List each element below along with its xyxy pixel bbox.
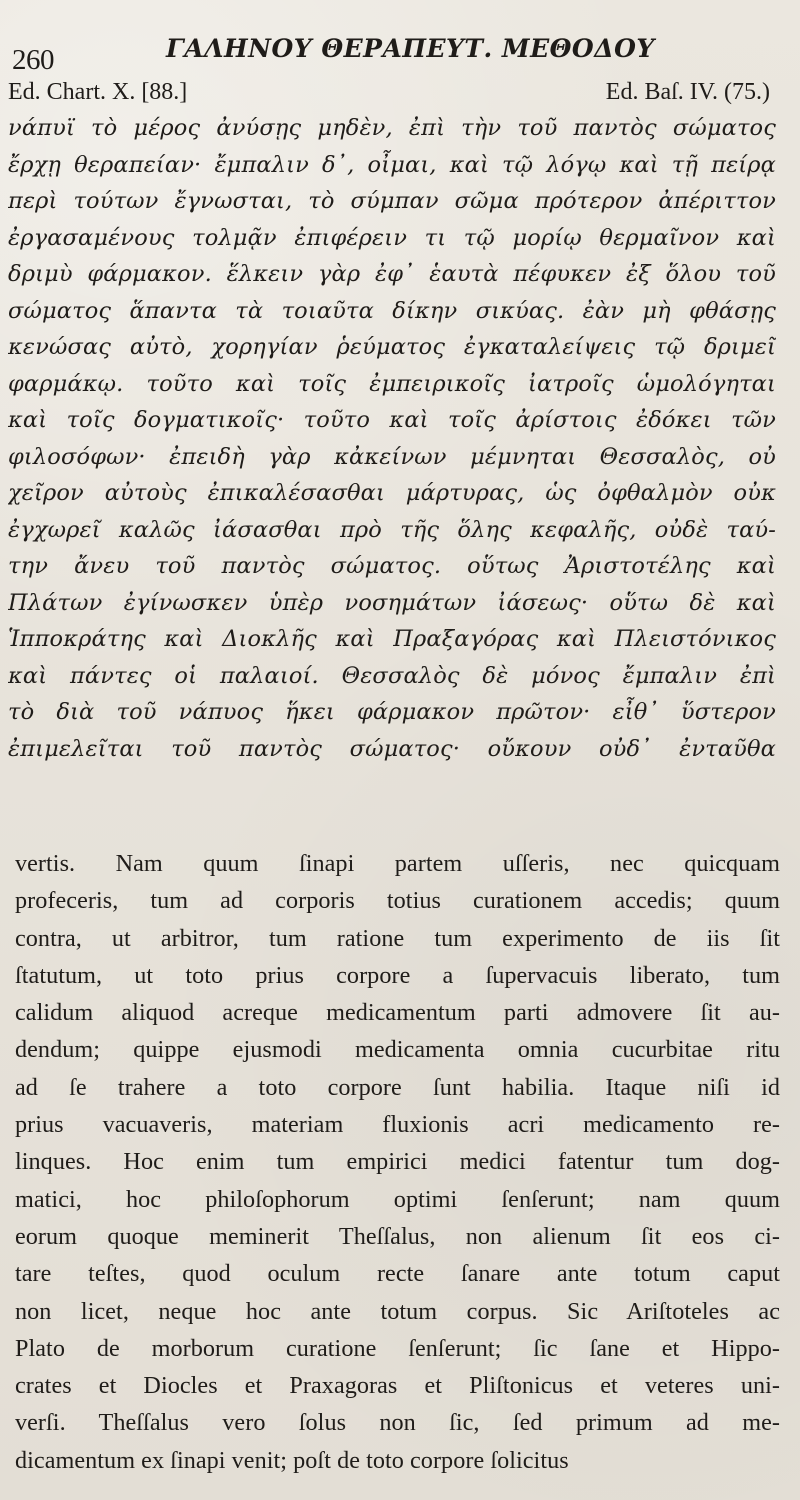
latin-line: dicamentum ex ſinapi venit; poſt de toto corpore ſolicitus: [15, 1446, 569, 1474]
greek-line: Ἱπποκράτης καὶ Διοκλῆς καὶ Πραξαγόρας καὶ Πλειστόνικος: [8, 626, 776, 652]
greek-line: σώματος ἅπαντα τὰ τοιαῦτα δίκην σικύας. ἐὰν μὴ φθάσῃς: [8, 297, 776, 324]
latin-line: Plato de morborum curatione ſenſerunt; ſic ſane et Hippo-: [15, 1334, 780, 1362]
latin-line: eorum quoque meminerit Theſſalus, non alienum ſit eos ci-: [15, 1222, 780, 1250]
running-title: ΓΑΛΗΝΟΥ ΘΕΡΑΠΕΥΤ. ΜΕΘΟΔΟΥ: [166, 34, 655, 63]
greek-line: περὶ τούτων ἔγνωσται, τὸ σύμπαν σῶμα πρότερον ἀπέριττον: [8, 188, 776, 214]
bleed-through-text: [125, 808, 645, 820]
latin-line: prius vacuaveris, materiam fluxionis acri medicamento re-: [15, 1111, 780, 1139]
latin-line: contra, ut arbitror, tum ratione tum experimento de iis ſit: [15, 924, 780, 952]
greek-line: χεῖρον αὐτοὺς ἐπικαλέσασθαι μάρτυρας, ὡς ὀφθαλμὸν οὐκ: [8, 480, 776, 506]
greek-line: Πλάτων ἐγίνωσκεν ὑπὲρ νοσημάτων ἰάσεως· οὕτω δὲ καὶ: [8, 589, 776, 616]
latin-line: linques. Hoc enim tum empirici medici fatentur tum dog-: [15, 1148, 780, 1176]
greek-line: ἔρχῃ θεραπείαν· ἔμπαλιν δ᾽, οἶμαι, καὶ τῷ λόγῳ καὶ τῇ πείρᾳ: [8, 151, 776, 178]
greek-line: τὸ διὰ τοῦ νάπυος ἥκει φάρμακον πρῶτον· εἶθ᾽ ὕστερον: [8, 699, 776, 725]
right-edition-reference: Ed. Baſ. IV. (75.): [605, 79, 770, 105]
edition-reference-row: [8, 79, 770, 109]
greek-line: δριμὺ φάρμακον. ἕλκειν γὰρ ἐφ᾽ ἑαυτὰ πέφυκεν ἐξ ὅλου τοῦ: [8, 261, 776, 287]
greek-line: ἐγχωρεῖ καλῶς ἰάσασθαι πρὸ τῆς ὅλης κεφαλῆς, οὐδὲ ταύ-: [8, 516, 776, 543]
latin-line: calidum aliquod acreque medicamentum parti admovere ſit au-: [15, 999, 780, 1027]
latin-line: dendum; quippe ejusmodi medicamenta omnia cucurbitae ritu: [15, 1036, 780, 1064]
latin-line: ad ſe trahere a toto corpore ſunt habilia. Itaque niſi id: [15, 1073, 780, 1101]
greek-line: την ἄνευ τοῦ παντὸς σώματος. οὕτως Ἀριστοτέλης καὶ: [8, 553, 776, 579]
latin-line: profeceris, tum ad corporis totius curationem accedis; quum: [15, 887, 780, 915]
latin-line: verſi. Theſſalus vero ſolus non ſic, ſed primum ad me-: [15, 1409, 780, 1437]
greek-line: καὶ πάντες οἱ παλαιοί. Θεσσαλὸς δὲ μόνος ἔμπαλιν ἐπὶ: [8, 662, 776, 689]
greek-line: φαρμάκῳ. τοῦτο καὶ τοῖς ἐμπειρικοῖς ἰατροῖς ὡμολόγηται: [8, 370, 776, 397]
left-edition-reference: Ed. Chart. X. [88.]: [8, 79, 188, 105]
greek-line: νάπυϊ τὸ μέρος ἀνύσῃς μηδὲν, ἐπὶ τὴν τοῦ παντὸς σώματος: [8, 115, 776, 141]
greek-text-block: [8, 110, 776, 767]
page-header: [8, 34, 780, 76]
latin-line: ſtatutum, ut toto prius corpore a ſupervacuis liberato, tum: [15, 961, 780, 989]
greek-line: ἐπιμελεῖται τοῦ παντὸς σώματος· οὔκουν οὐδ᾽ ἐνταῦθα: [8, 735, 776, 762]
greek-line: φιλοσόφων· ἐπειδὴ γὰρ κἀκείνων μέμνηται Θεσσαλὸς, οὐ: [8, 443, 776, 470]
latin-line: vertis. Nam quum ſinapi partem uſſeris, nec quicquam: [15, 850, 780, 877]
page-number: 260: [12, 44, 54, 76]
latin-line: crates et Diocles et Praxagoras et Pliſtonicus et veteres uni-: [15, 1372, 780, 1400]
greek-line: ἐργασαμένους τολμᾷν ἐπιφέρειν τι τῷ μορίῳ θερμαῖνον καὶ: [8, 224, 776, 251]
greek-line: καὶ τοῖς δογματικοῖς· τοῦτο καὶ τοῖς ἀρίστοις ἐδόκει τῶν: [8, 407, 776, 433]
latin-line: tare teſtes, quod oculum recte ſanare ante totum caput: [15, 1260, 780, 1288]
latin-line: non licet, neque hoc ante totum corpus. Sic Ariſtoteles ac: [15, 1297, 780, 1325]
latin-translation-block: [15, 845, 780, 1479]
greek-line: κενώσας αὐτὸ, χορηγίαν ῥεύματος ἐγκαταλείψεις τῷ δριμεῖ: [8, 334, 776, 360]
latin-line: matici, hoc philoſophorum optimi ſenſerunt; nam quum: [15, 1185, 780, 1213]
